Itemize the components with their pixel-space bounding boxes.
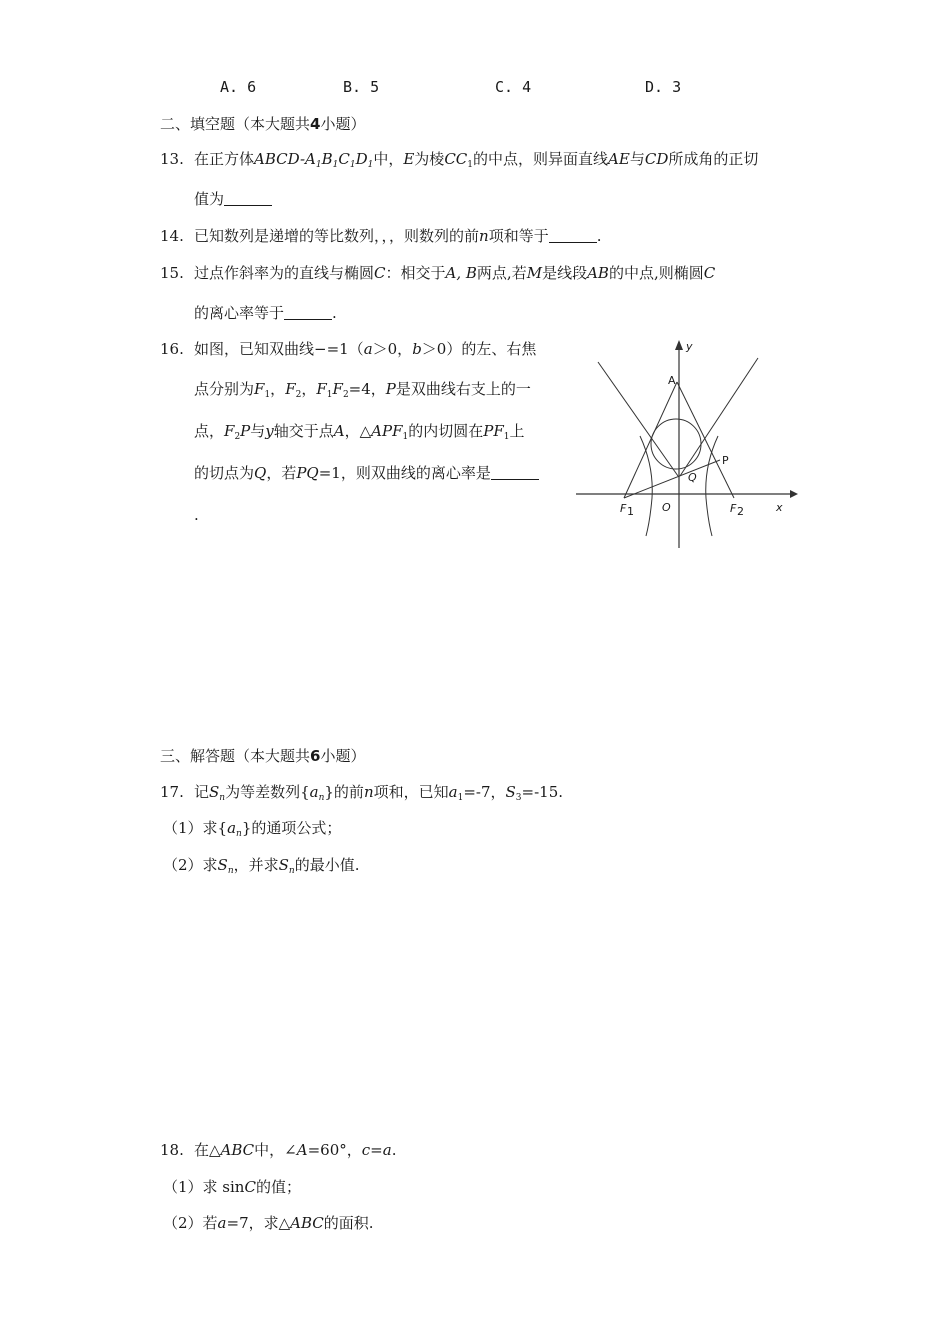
y-axis-arrow bbox=[675, 340, 683, 350]
question-13-line-1: 13. 在正方体ABCD-$A_1B_1C_1D_1$中，E为棱$CC_1$的中点，则异面直线AE与CD所成角的正切 bbox=[160, 150, 759, 170]
question-16-line-1: 16. 如图，已知双曲线−=1（a＞0，b＞0）的左、右焦 bbox=[160, 340, 537, 358]
question-17: 17. 记$S_n$为等差数列$\{a_n\}$的前n项和，已知$a_1=-7$，$S_3=-15$. bbox=[160, 783, 564, 803]
x-axis-arrow bbox=[790, 490, 798, 498]
question-16-line-3: 点，$F_2P$与y轴交于点A，$\triangle APF_1$的内切圆在$PF_1$上 bbox=[194, 422, 525, 442]
option-a: A. 6 bbox=[220, 78, 257, 96]
question-16-line-4: 的切点为Q，若PQ=1，则双曲线的离心率是 bbox=[194, 463, 539, 483]
question-15-line-1: 15. 过点作斜率为的直线与椭圆C：相交于A, B两点,若M是线段AB的中点,则椭圆C bbox=[160, 264, 716, 282]
label-A: A bbox=[668, 374, 676, 387]
question-18: 18. 在△ABC中，∠A=60°，c=a. bbox=[160, 1141, 397, 1159]
answer-blank-16 bbox=[491, 465, 539, 480]
segment-A-F2 bbox=[677, 382, 734, 498]
option-c: C. 4 bbox=[495, 78, 532, 96]
question-16-line-5: . bbox=[194, 506, 199, 524]
question-14: 14. 已知数列是递增的等比数列，，，则数列的前n项和等于 . bbox=[160, 227, 602, 245]
label-F2-sub: 2 bbox=[737, 505, 744, 518]
question-15-line-2: 的离心率等于 . bbox=[194, 304, 337, 322]
answer-blank-14 bbox=[549, 228, 597, 243]
label-F1: F bbox=[620, 502, 627, 515]
section-heading-fill-in: 二、填空题（本大题共4小题） bbox=[160, 115, 366, 133]
question-16-line-2: 点分别为$F_1$，$F_2$，$F_1F_2=4$，P是双曲线右支上的一 bbox=[194, 380, 531, 400]
question-18-part-2: （2）若a=7，求△ABC的面积. bbox=[163, 1214, 374, 1232]
hyperbola-right-branch bbox=[706, 436, 718, 536]
asymptote-right bbox=[680, 358, 758, 476]
question-17-part-1: （1）求$\{a_n\}$的通项公式； bbox=[163, 819, 342, 839]
incircle bbox=[651, 419, 701, 469]
asymptote-left bbox=[598, 362, 678, 476]
section-heading-solutions: 三、解答题（本大题共6小题） bbox=[160, 747, 366, 765]
question-13-line-2: 值为 bbox=[194, 189, 272, 209]
option-d: D. 3 bbox=[645, 78, 682, 96]
label-P: P bbox=[722, 454, 729, 467]
label-y: y bbox=[686, 340, 693, 353]
label-F2: F bbox=[730, 502, 737, 515]
label-Q: Q bbox=[688, 471, 697, 484]
label-x: x bbox=[776, 501, 783, 514]
label-F1-sub: 1 bbox=[627, 505, 634, 518]
label-O: O bbox=[662, 501, 671, 514]
question-18-part-1: （1）求 sinC的值； bbox=[163, 1178, 301, 1196]
hyperbola-left-branch bbox=[640, 436, 652, 536]
hyperbola-figure bbox=[576, 336, 798, 552]
question-17-part-2: （2）求$S_n$，并求$S_n$的最小值. bbox=[163, 856, 360, 876]
answer-blank-15 bbox=[284, 305, 332, 320]
option-b: B. 5 bbox=[343, 78, 380, 96]
answer-blank-13 bbox=[224, 191, 272, 206]
